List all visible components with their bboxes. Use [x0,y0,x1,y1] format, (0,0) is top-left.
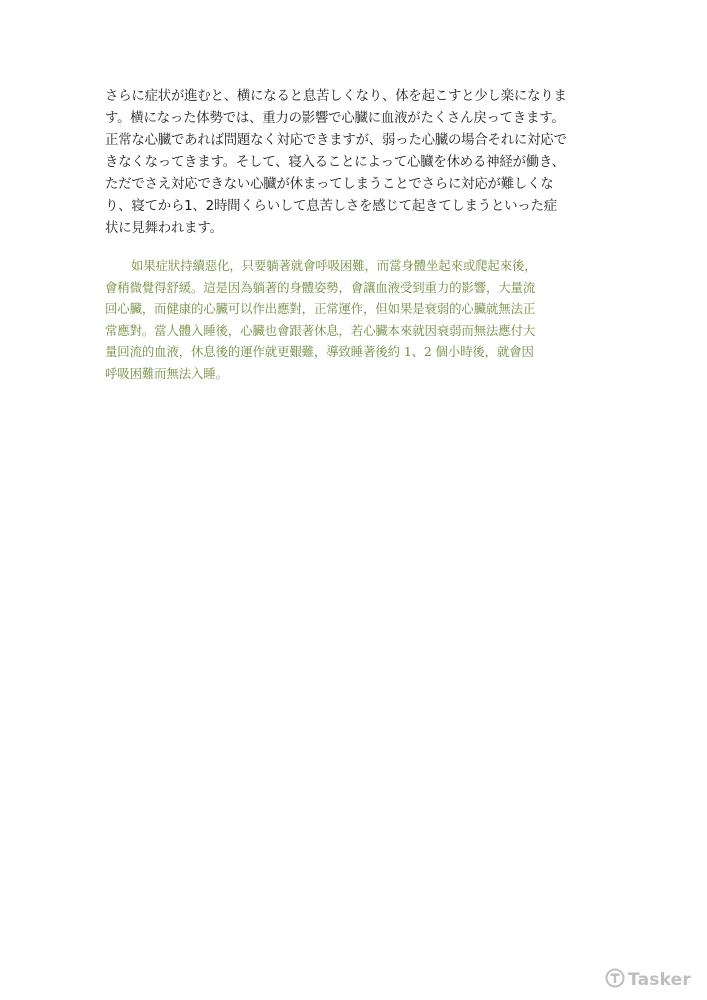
japanese-line: ただでさえ対応できない心臓が休まってしまうことでさらに対応が難しくな [105,177,554,192]
chinese-line: 呼吸困難而無法入睡。 [105,365,228,381]
tasker-watermark [605,968,691,992]
tasker-logo-icon [605,968,625,992]
chinese-line: 常應對。當人體入睡後，心臟也會跟著休息，若心臟本來就因衰弱而無法應付大 [105,322,536,338]
chinese-line: 如果症狀持續惡化，只要躺著就會呼吸困難，而當身體坐起來或爬起來後， [131,258,537,273]
watermark-text: Tasker [628,970,691,990]
chinese-line: 量回流的血液，休息後的運作就更艱難，導致睡著後約 1、2 個小時後，就會因 [105,344,534,359]
japanese-line: 状に見舞われます。 [105,221,223,236]
chinese-line: 回心臟，而健康的心臟可以作出應對，正常運作，但如果是衰弱的心臟就無法正 [105,301,536,316]
chinese-line: 會稍微覺得舒緩。這是因為躺著的身體姿勢，會讓血液受到重力的影響，大量流 [105,279,536,295]
japanese-paragraph [105,86,605,240]
japanese-line: 正常な心臓であれば問題なく対応できますが、弱った心臓の場合それに対応で [105,133,567,148]
japanese-line: り、寝てから1、2時間くらいして息苦しさを感じて起きてしまうといった症 [105,199,557,214]
japanese-line: きなくなってきます。そして、寝入ることによって心臓を休める神経が働き、 [105,155,565,170]
chinese-translation-paragraph [105,255,605,384]
japanese-line: す。横になった体勢では、重力の影響で心臓に血液がたくさん戻ってきます。 [105,111,565,126]
japanese-line: さらに症状が進むと、横になると息苦しくなり、体を起こすと少し楽になりま [105,89,567,104]
